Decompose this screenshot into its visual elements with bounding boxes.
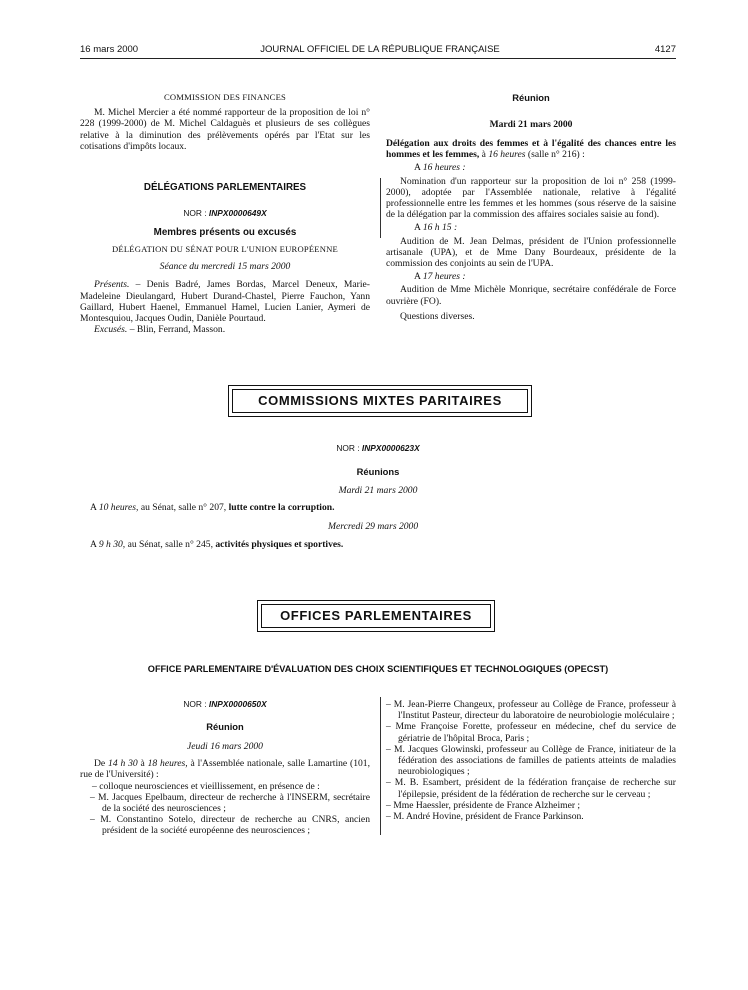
finances-body: M. Michel Mercier a été nommé rapporteur de la proposition de loi n° 228 (1999-2000) de M. Michel Caldaguès et plusieurs de ses collègues relative à la diminution des prélèvements opérés par l'Etat sur les cotisations d'impôts locaux. [80,107,370,152]
cmp-line-2-a: A [90,538,99,550]
cmp-line-1-time: 10 heures, [98,502,139,514]
cmp-line-1-a: A [90,502,99,514]
seance-date: Séance du mercredi 15 mars 2000 [159,261,291,273]
column-divider [380,697,381,835]
offices-nor [80,699,370,709]
nor-label: NOR : [183,208,207,219]
delegations-nor [80,208,370,218]
left-list-item: – M. Jacques Epelbaum, directeur de recherche à l'INSERM, secrétaire de la société des neurosciences ; [90,791,370,815]
header-date: 16 mars 2000 [80,44,139,55]
offices-date: Jeudi 16 mars 2000 [187,741,263,752]
members-title: Membres présents ou excusés [153,227,297,239]
cmp-line-2-time: 9 h 30, [98,538,126,550]
left-top-column [80,92,370,335]
cmp-nor-code: INPX0000623X [361,443,420,453]
right-list-item: – Mme Françoise Forette, professeur en médecine, chef du service de gériatrie de l'hôpital Broca, Paris ; [386,721,676,744]
delegation-time: 16 heures [488,149,526,161]
intro-rest: à l'Assemblée nationale, salle Lamartine (101, rue de l'Université) : [80,758,370,781]
presents-list: – Denis Badré, James Bordas, Marcel Deneux, Marie-Madeleine Dieulangard, Hubert Durand-Chastel, Pierre Fauchon, Yann Gaillard, Hubert Haenel, Emmanuel Hamel, Lucien Lanier, Aymeri de Montesquiou, Jacques Oudin, Danièle Pourtaud. [80,279,370,325]
cmp-line-2-place: au Sénat, salle n° 245, [125,538,216,550]
delegation-line [386,138,676,160]
excuses-list: – Blin, Ferrand, Masson. [127,324,226,336]
time-16h-prefix: A [414,162,423,174]
delegation-name-bold: Délégation aux droits des femmes et à l'égalité des chances entre les hommes et les femmes, [386,138,676,161]
paragraph-audition-1: Audition de M. Jean Delmas, président de l'Union professionnelle artisanale (UPA), et de Mme Dany Bourdeaux, présidente de la commission des conjoints au sein de l'UPA. [386,235,676,270]
offices-banner-label: OFFICES PARLEMENTAIRES [261,604,491,628]
page-number: 4127 [654,44,676,55]
cmp-banner [228,385,532,417]
paragraph-nomination: Nomination d'un rapporteur sur la proposition de loi n° 258 (1999-2000), adoptée par l'Assemblée nationale, relative à l'égalité professionnelle entre les femmes et les hommes (sous réserve de la saisine de la délégation par la commission des affaires sociales saisie au fond). [386,175,676,221]
journal-title: JOURNAL OFFICIEL DE LA RÉPUBLIQUE FRANÇAISE [260,44,500,55]
right-list-item: – M. Jacques Glowinski, professeur au Collège de France, initiateur de la fédération des associations de familles de patients atteints de maladies neurobiologiques ; [386,743,676,778]
intro-a: à [137,758,148,770]
delegation-at: à [479,149,489,161]
cmp-banner-label: COMMISSIONS MIXTES PARITAIRES [232,389,528,413]
time-16h15-value: 16 h 15 : [422,222,458,234]
time-16h [386,162,676,173]
cmp-line-2-topic: activités physiques et sportives. [215,538,344,550]
intro-time-2: 18 heures, [147,758,188,770]
time-16h15 [386,222,676,233]
time-17h-value: 17 heures : [422,271,466,283]
nor-code: INPX0000649X [208,208,267,219]
delegation-name: DÉLÉGATION DU SÉNAT POUR L'UNION EUROPÉENNE [111,244,338,255]
opecst-title: OFFICE PARLEMENTAIRE D'ÉVALUATION DES CHOIX SCIENTIFIQUES ET TECHNOLOGIQUES (OPECST) [147,664,609,674]
delegations-title: DÉLÉGATIONS PARLEMENTAIRES [143,182,307,194]
right-list-item: – M. B. Esambert, président de la fédération française de recherche sur l'épilepsie, président de la fédération de recherche sur le cerveau ; [386,777,676,800]
offices-banner [257,600,495,632]
right-list-item: – M. André Hovine, président de France Parkinson. [386,811,584,823]
right-list-item: – Mme Haessler, présidente de France Alzheimer ; [386,799,581,811]
intro-time-1: 14 h 30 [108,758,138,770]
cmp-reunions: Réunions [356,466,400,477]
colloque-line: – colloque neurosciences et vieillissement, en présence de : [92,780,320,792]
presents-label: Présents. [94,279,130,291]
reunion-date: Mardi 21 mars 2000 [489,119,573,130]
cmp-section [80,443,676,550]
time-16h-value: 16 heures : [422,162,466,174]
time-16h15-prefix: A [414,222,423,234]
paragraph-audition-2: Audition de Mme Michèle Monrique, secrétaire confédérale de Force ouvrière (FO). [386,284,676,307]
cmp-nor-label: NOR : [336,443,360,453]
offices-nor-code: INPX0000650X [208,699,267,709]
offices-reunion: Réunion [206,721,244,732]
delegation-room: (salle n° 216) : [525,149,585,161]
cmp-line-1-topic: lutte contre la corruption. [228,502,335,514]
offices-right-column [386,699,676,822]
header-rule [80,58,676,59]
presents-paragraph [80,279,370,324]
right-list-item: – M. Jean-Pierre Changeux, professeur au Collège de France, professeur à l'Institut Pasteur, directeur du laboratoire de neurobiologie moléculaire ; [386,699,676,722]
right-top-column [386,92,676,322]
offices-left-column [80,699,370,837]
left-list-item: – M. Constantino Sotelo, directeur de recherche au CNRS, ancien président de la société européenne des neurosciences ; [90,814,370,837]
intro-de: De [94,758,109,770]
cmp-date-1: Mardi 21 mars 2000 [338,485,418,496]
offices-nor-label: NOR : [183,699,207,709]
time-17h-prefix: A [414,271,423,283]
paragraph-questions: Questions diverses. [400,310,475,322]
offices-intro [80,758,370,780]
reunion-title: Réunion [512,92,550,103]
margin-mark [380,178,381,238]
cmp-date-2: Mercredi 29 mars 2000 [328,521,419,533]
time-17h [386,271,676,282]
cmp-line-2 [80,539,676,550]
excuses-paragraph [80,324,370,335]
excuses-label: Excusés. [94,324,128,336]
cmp-nor [80,443,676,453]
cmp-line-1-place: au Sénat, salle n° 207, [138,502,229,514]
finances-title: COMMISSION DES FINANCES [163,92,287,102]
cmp-line-1 [80,502,676,513]
